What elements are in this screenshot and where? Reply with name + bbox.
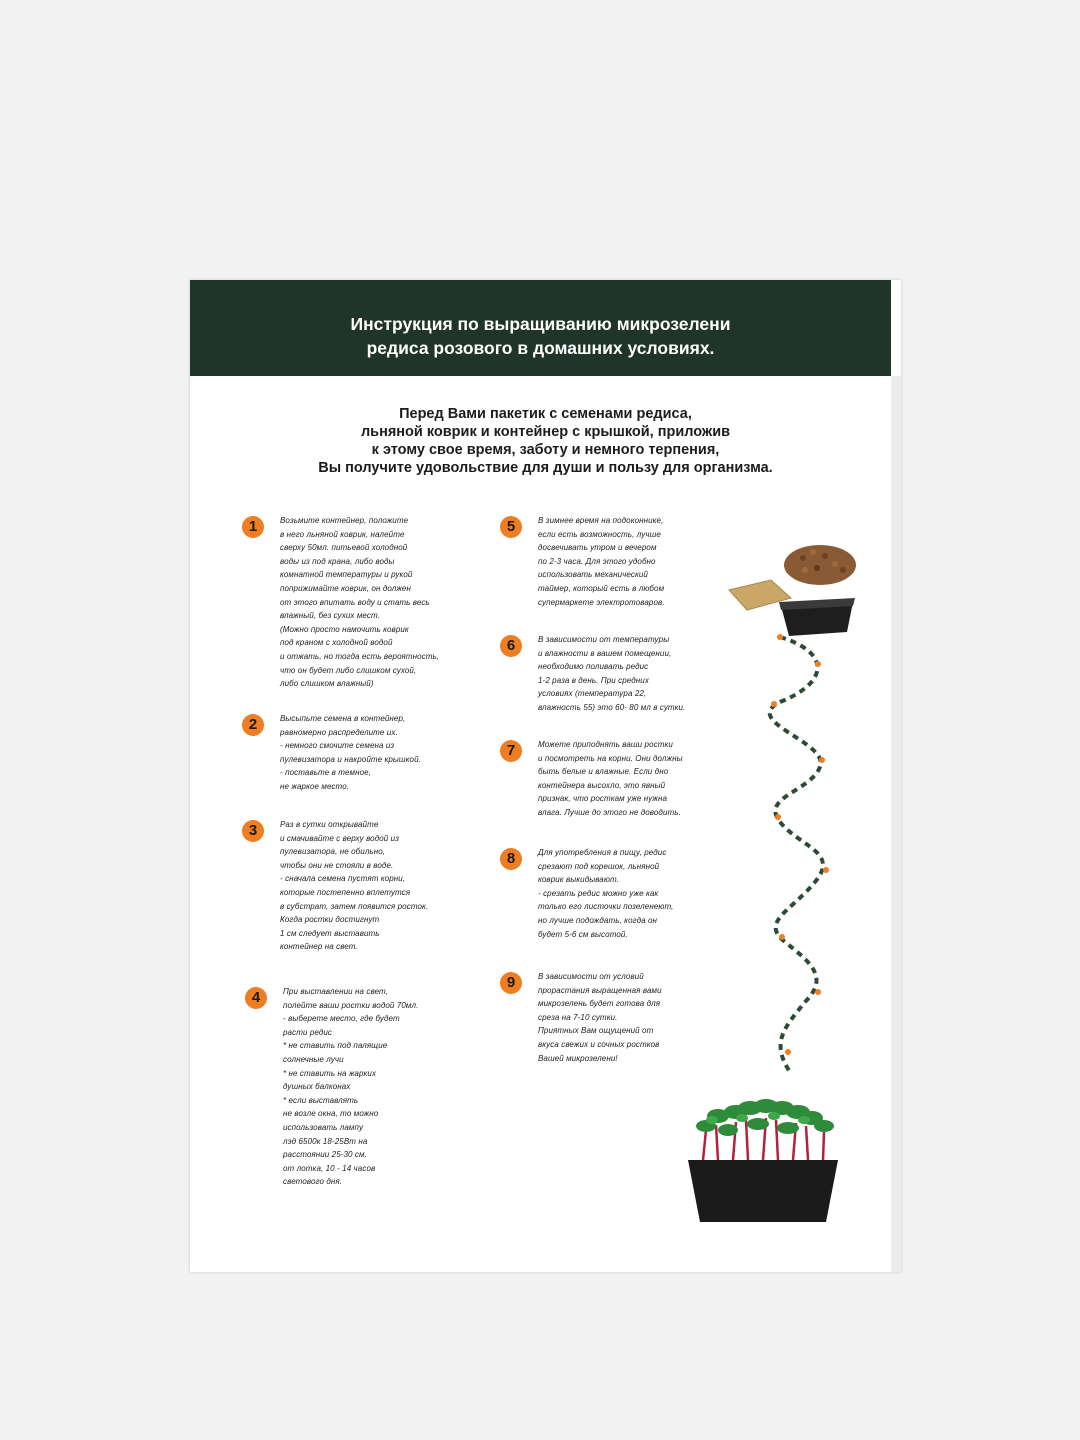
step-text: Высыпьте семена в контейнер, равномерно распределите их. - немного смочите семена из пулевизатора и накройте крышкой. - поставьте в темное, не жаркое место. [280,714,421,791]
instruction-sheet [190,280,901,1272]
step-number-badge: 8 [500,848,522,870]
step-number-badge: 9 [500,972,522,994]
step-text: При выставлении на свет, полейте ваши ростки водой 70мл. - выберете место, где будет расти редис * не ставить под палящие солнечные лучи * не ставить на жарких душных балконах * если выставлять не возле окна, то можно использовать лампу лэд 6500к 18-25Вт на расстоянии 25-30 см. от лотка, 10 - 14 часов светового дня. [283,987,419,1187]
step-number-badge: 6 [500,635,522,657]
intro-line-3: к этому свое время, заботу и немного терпения, [371,442,720,458]
growth-spiral-icon [760,632,850,1082]
step-text: В зимнее время на подоконнике, если есть возможность, лучше досвечивать утром и вечером по 2-3 часа. Для этого удобно использовать механический таймер, который есть в любом супермаркете электротоваров. [538,516,665,607]
seeds-pile-icon [784,545,856,585]
intro-line-1: Перед Вами пакетик с семенами редиса, [399,406,692,422]
step-text: Раз в сутки открывайте и смачивайте с верху водой из пулевизатора, не обильно, чтобы они не стояли в воде. - сначала семена пустят корни, которые постепенно вплетутся в субстрат, затем появится росток. Когда ростки достигнут 1 см следует выставить контейнер на свет. [280,820,429,952]
step-text: Можете приподнять ваши ростки и посмотреть на корни. Они должны быть белые и влажные. Если дно контейнера высохло, это явный признак, что росткам уже нужна влага. Лучше до этого не доводить. [538,740,683,817]
step-number-badge: 1 [242,516,264,538]
step-number-badge: 7 [500,740,522,762]
step-number-badge: 2 [242,714,264,736]
intro-line-4: Вы получите удовольствие для души и пользу для организма. [318,460,773,476]
step-number-badge: 5 [500,516,522,538]
grown-microgreens-icon [678,1090,848,1230]
step-text: В зависимости от температуры и влажности в вашем помещении, необходимо поливать редис 1-2 раза в день. При средних условиях (температура 22, влажность 55) это 60- 80 мл в сутки. [538,635,686,712]
seeds-mat-container-illustration [725,540,875,640]
header-banner [190,280,891,376]
intro-text [230,405,861,477]
intro-line-2: льняной коврик и контейнер с крышкой, приложив [360,424,731,440]
step-text: Возьмите контейнер, положите в него льняной коврик, налейте сверху 50мл. питьевой холодной воды из под крана, либо воды комнатной температуры и рукой поприжимайте коврик, он должен от этого впитать воду и стать весь влажный, без сухих мест. (Можно просто намочить коврик под краном с холодной водой и отжать, но тогда есть вероятность, что он будет либо слишком сухой, либо слишком влажный) [280,516,440,689]
step-text: В зависимости от условий прорастания выращенная вами микрозелень будет готова для среза на 7-10 сутки. Приятных Вам ощущений от вкуса свежих и сочных ростков Вашей микрозелени! [538,972,662,1063]
step-number-badge: 4 [245,987,267,1009]
step-number-badge: 3 [242,820,264,842]
title-line-2: редиса розового в домашних условиях. [366,338,715,358]
title-line-1: Инструкция по выращиванию микрозелени [350,314,731,334]
step-text: Для употребления в пищу, редис срезают под корешок, льняной коврик выкидывают. - срезать редис можно уже как только его листочки позеленеют, но лучше подождать, когда он будет 5-6 см высотой. [538,848,674,939]
page-title [190,312,891,360]
sheet-edge [891,376,901,1272]
container-icon [779,598,855,636]
